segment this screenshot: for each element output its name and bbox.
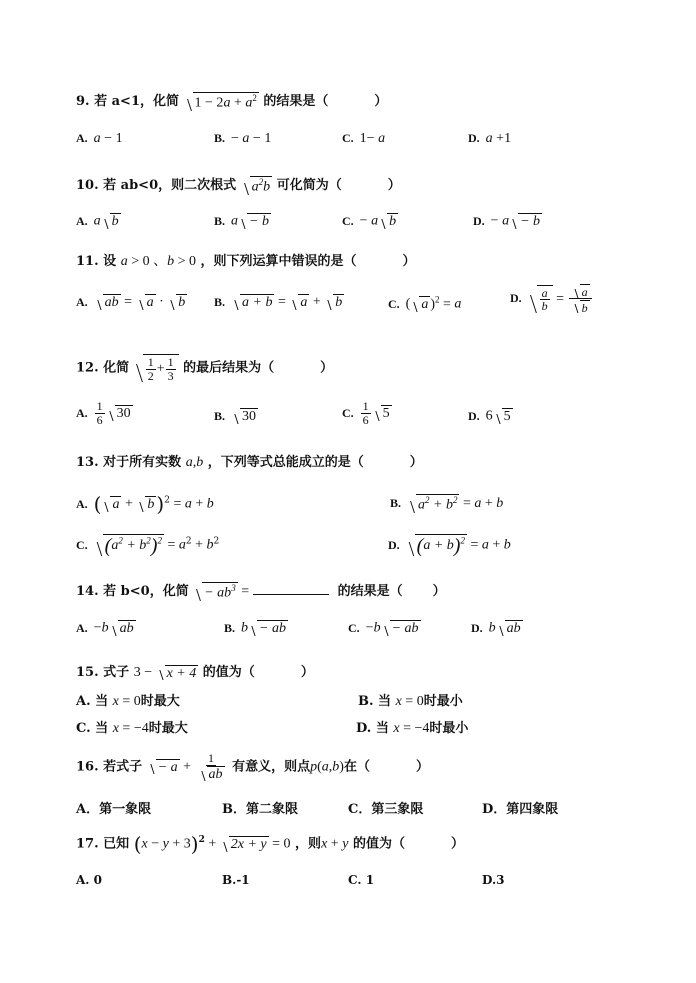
q15-option-c: C. 当 x = −4时最大: [76, 721, 188, 736]
q12-option-d: D. 6 5: [468, 408, 511, 424]
q11-option-d: D. $\frac{a}{b}$ = $\frac{a}{b}$: [510, 284, 593, 314]
question-17: 17. 已知 $(x - y + 3)^2 + 2x + y = 0$ ，则x + y 的值为（ ）: [76, 832, 464, 856]
q14-option-c: C. −b − ab: [348, 620, 419, 636]
q12-option-b: B. 30: [214, 408, 257, 424]
q12-option-a: A. $\frac{1}{6}$ 30: [76, 399, 131, 427]
question-11: 11. 设 a > 0 、b > 0 ，则下列运算中错误的是（ ）: [76, 254, 416, 269]
q10-option-d: D. − a − b: [473, 213, 541, 229]
q14-option-b: B. b − ab: [224, 620, 286, 636]
q9-option-a: A. a − 1: [76, 131, 123, 146]
q16-option-a: A．第一象限: [76, 802, 152, 817]
q10-option-b: B. a − b: [214, 213, 269, 229]
q14-option-d: D. b ab: [471, 620, 521, 636]
q11-option-a: A. ab = a · b: [76, 294, 186, 310]
question-12: 12. 化简 $\frac{1}{2}$ + $\frac{1}{3}$ 的最后结果为（ ）: [76, 355, 334, 383]
question-9: 9. 若 a<1，化简 $1 - 2a + a^2$ 的结果是（ ）: [76, 93, 388, 111]
q9-option-c: C. 1− a: [342, 131, 386, 146]
q15-option-b: B. 当 x = 0时最小: [358, 694, 463, 709]
question-15: 15. 式子 3 − x + 4 的值为（ ）: [76, 665, 314, 681]
q13-option-b: B. $a^2 + b^2 = a + b$: [390, 495, 504, 513]
q17-option-a: A. 0: [76, 873, 103, 887]
q12-option-c: C. $\frac{1}{6}$ 5: [342, 399, 390, 427]
q9-option-b: B. − a − 1: [214, 131, 272, 146]
question-16: 16. 若式子 − a + $\frac{1}{ab}$ 有意义，则点p(a,b)在（ ）: [76, 751, 429, 782]
question-10: 10. 若 ab<0，则二次根式 $a^2b$ 可化简为（ ）: [76, 177, 401, 195]
q15-option-d: D. 当 x = −4时最小: [356, 721, 469, 736]
q15-option-a: A. 当 x = 0时最大: [76, 694, 180, 709]
q11-option-c: C. ( a )$^2$ = a: [388, 294, 462, 313]
sqrt-expression: $1 - 2a + a^2$: [184, 92, 259, 111]
q17-option-b: B.-1: [222, 873, 250, 887]
q16-option-c: C．第三象限: [348, 802, 424, 817]
q17-option-c: C. 1: [348, 873, 375, 887]
answer-blank: [253, 594, 329, 595]
q16-option-b: B．第二象限: [222, 802, 298, 817]
q10-option-c: C. − a b: [342, 213, 397, 229]
question-14: 14. 若 b<0，化简 − $ab^3$ = 的结果是（ ）: [76, 583, 446, 601]
q17-option-d: D.3: [482, 873, 505, 887]
q14-option-a: A. −b ab: [76, 620, 134, 636]
q13-option-c: C. $(a^2 + b^2)^2 = a^2 + b^2$: [76, 535, 220, 557]
question-13: 13. 对于所有实数 a,b ，下列等式总能成立的是（ ）: [76, 455, 423, 470]
q11-option-b: B. a + b = a + b: [214, 294, 343, 310]
q16-option-d: D．第四象限: [482, 802, 559, 817]
q9-option-d: D. a +1: [468, 131, 512, 146]
q13-option-a: A. ( a + b )$^2$ = a + b: [76, 492, 214, 516]
q13-option-d: D. $(a + b)^2 = a + b$: [388, 535, 511, 557]
q10-option-a: A. a b: [76, 213, 119, 229]
